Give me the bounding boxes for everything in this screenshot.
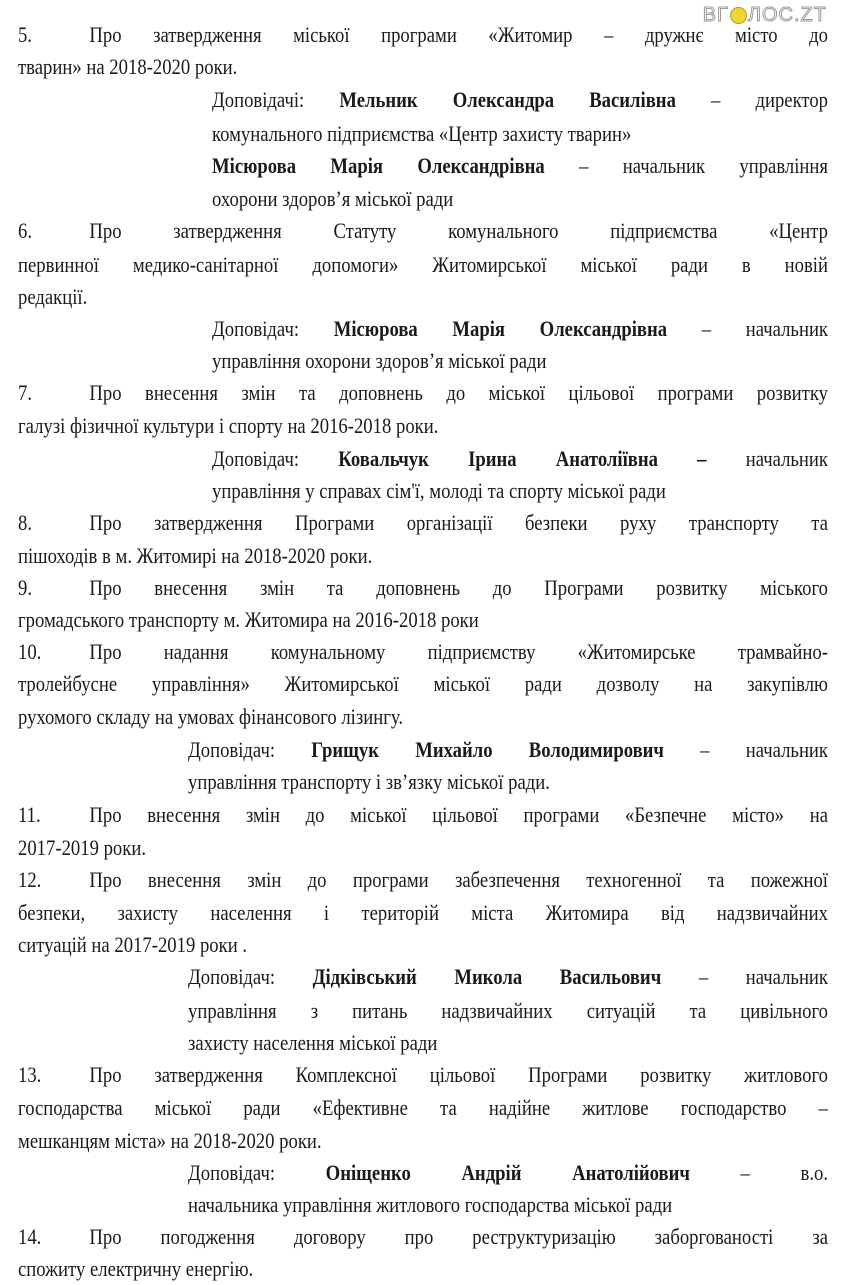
item-6-line-2: первинної медико-санітарної допомоги» Житомирської міської ради в новій	[18, 252, 828, 277]
item-5-speaker-2: Місюрова Марія Олександрівна – начальник управління	[212, 153, 828, 178]
item-8-line-1: 8. Про затвердження Програми організації безпеки руху транспорту та	[18, 506, 828, 539]
logo-text-right: ЛОС.ZT	[747, 3, 827, 26]
speaker-name: Місюрова Марія Олександрівна	[333, 316, 668, 341]
speaker-name: Ковальчук Ірина Анатоліївна –	[338, 446, 707, 471]
item-number: 9.	[18, 575, 33, 600]
item-5-speaker-1: Доповідачі: Мельник Олександра Василівна – директор	[212, 87, 829, 112]
item-9-line-1: 9. Про внесення змін та доповнень до Програми розвитку міського	[18, 571, 828, 604]
item-6-speaker-role: управління охорони здоров’я міської ради	[212, 348, 547, 373]
item-12-speaker: Доповідач: Дідківський Микола Васильович – начальник	[188, 964, 829, 989]
item-7-speaker: Доповідач: Ковальчук Ірина Анатоліївна – начальник	[212, 446, 828, 471]
speaker-name: Грищук Михайло Володимирович	[311, 737, 664, 762]
item-6-line-1: 6. Про затвердження Статуту комунального підприємства «Центр	[18, 214, 828, 247]
speaker-name: Місюрова Марія Олександрівна	[212, 153, 545, 178]
item-10-line-2: тролейбусне управління» Житомирської міської ради дозволу на закупівлю	[18, 671, 828, 696]
item-13-line-1: 13. Про затвердження Комплексної цільової Програми розвитку житлового	[18, 1058, 828, 1091]
item-number: 14.	[18, 1224, 42, 1249]
item-10-line-3: рухомого складу на умовах фінансового лізингу.	[18, 704, 404, 729]
item-number: 7.	[18, 380, 33, 405]
item-6-speaker: Доповідач: Місюрова Марія Олександрівна – начальник	[212, 316, 829, 341]
item-10-line-1: 10. Про надання комунальному підприємству «Житомирське трамвайно-	[18, 635, 828, 668]
item-number: 5.	[18, 22, 33, 47]
logo-text-left: ВГ	[702, 3, 729, 26]
item-11-line-1: 11. Про внесення змін до міської цільової програми «Безпечне місто» на	[18, 798, 828, 831]
item-8-line-2: пішоходів в м. Житомирі на 2018-2020 роки.	[18, 543, 373, 568]
item-12-line-3: ситуацій на 2017-2019 роки .	[18, 932, 248, 957]
item-number: 10.	[18, 639, 42, 664]
item-13-speaker: Доповідач: Оніщенко Андрій Анатолійович – в.о.	[188, 1160, 828, 1185]
item-13-speaker-role: начальника управління житлового господарства міської ради	[188, 1192, 673, 1217]
item-number: 11.	[18, 802, 41, 827]
item-9-line-2: громадського транспорту м. Житомира на 2016-2018 роки	[18, 607, 479, 632]
item-7-line-1: 7. Про внесення змін та доповнень до міської цільової програми розвитку	[18, 376, 828, 409]
item-number: 6.	[18, 218, 33, 243]
item-10-speaker: Доповідач: Грищук Михайло Володимирович – начальник	[188, 737, 829, 762]
item-number: 13.	[18, 1062, 42, 1087]
item-5-speaker-2-role: охорони здоров’я міської ради	[212, 186, 454, 211]
item-12-speaker-role-2: захисту населення міської ради	[188, 1030, 438, 1055]
item-14-line-1: 14. Про погодження договору про реструктуризацію заборгованості за	[18, 1220, 828, 1253]
item-5-speaker-1-role: комунального підприємства «Центр захисту тварин»	[212, 121, 632, 146]
item-12-line-2: безпеки, захисту населення і територій міста Житомира від надзвичайних	[18, 900, 828, 925]
item-12-line-1: 12. Про внесення змін до програми забезпечення техногенної та пожежної	[18, 863, 828, 896]
item-11-line-2: 2017-2019 роки.	[18, 835, 147, 860]
item-7-line-2: галузі фізичної культури і спорту на 2016-2018 роки.	[18, 413, 439, 438]
item-5-line-1: 5. Про затвердження міської програми «Житомир – дружнє місто до	[18, 18, 828, 51]
item-6-line-3: редакції.	[18, 284, 88, 309]
speaker-name: Мельник Олександра Василівна	[339, 87, 676, 112]
item-10-speaker-role: управління транспорту і зв’язку міської ради.	[188, 769, 550, 794]
item-14-line-2: спожиту електричну енергію.	[18, 1256, 254, 1281]
speaker-name: Дідківський Микола Васильович	[312, 964, 662, 989]
item-number: 12.	[18, 867, 42, 892]
item-13-line-2: господарства міської ради «Ефективне та надійне житлове господарство –	[18, 1095, 828, 1120]
item-number: 8.	[18, 510, 33, 535]
speaker-name: Оніщенко Андрій Анатолійович	[325, 1160, 690, 1185]
item-7-speaker-role: управління у справах сім'ї, молоді та спорту міської ради	[212, 478, 666, 503]
item-12-speaker-role-1: управління з питань надзвичайних ситуацій та цивільного	[188, 998, 828, 1023]
item-5-line-2: тварин» на 2018-2020 роки.	[18, 54, 238, 79]
item-13-line-3: мешканцям міста» на 2018-2020 роки.	[18, 1128, 322, 1153]
